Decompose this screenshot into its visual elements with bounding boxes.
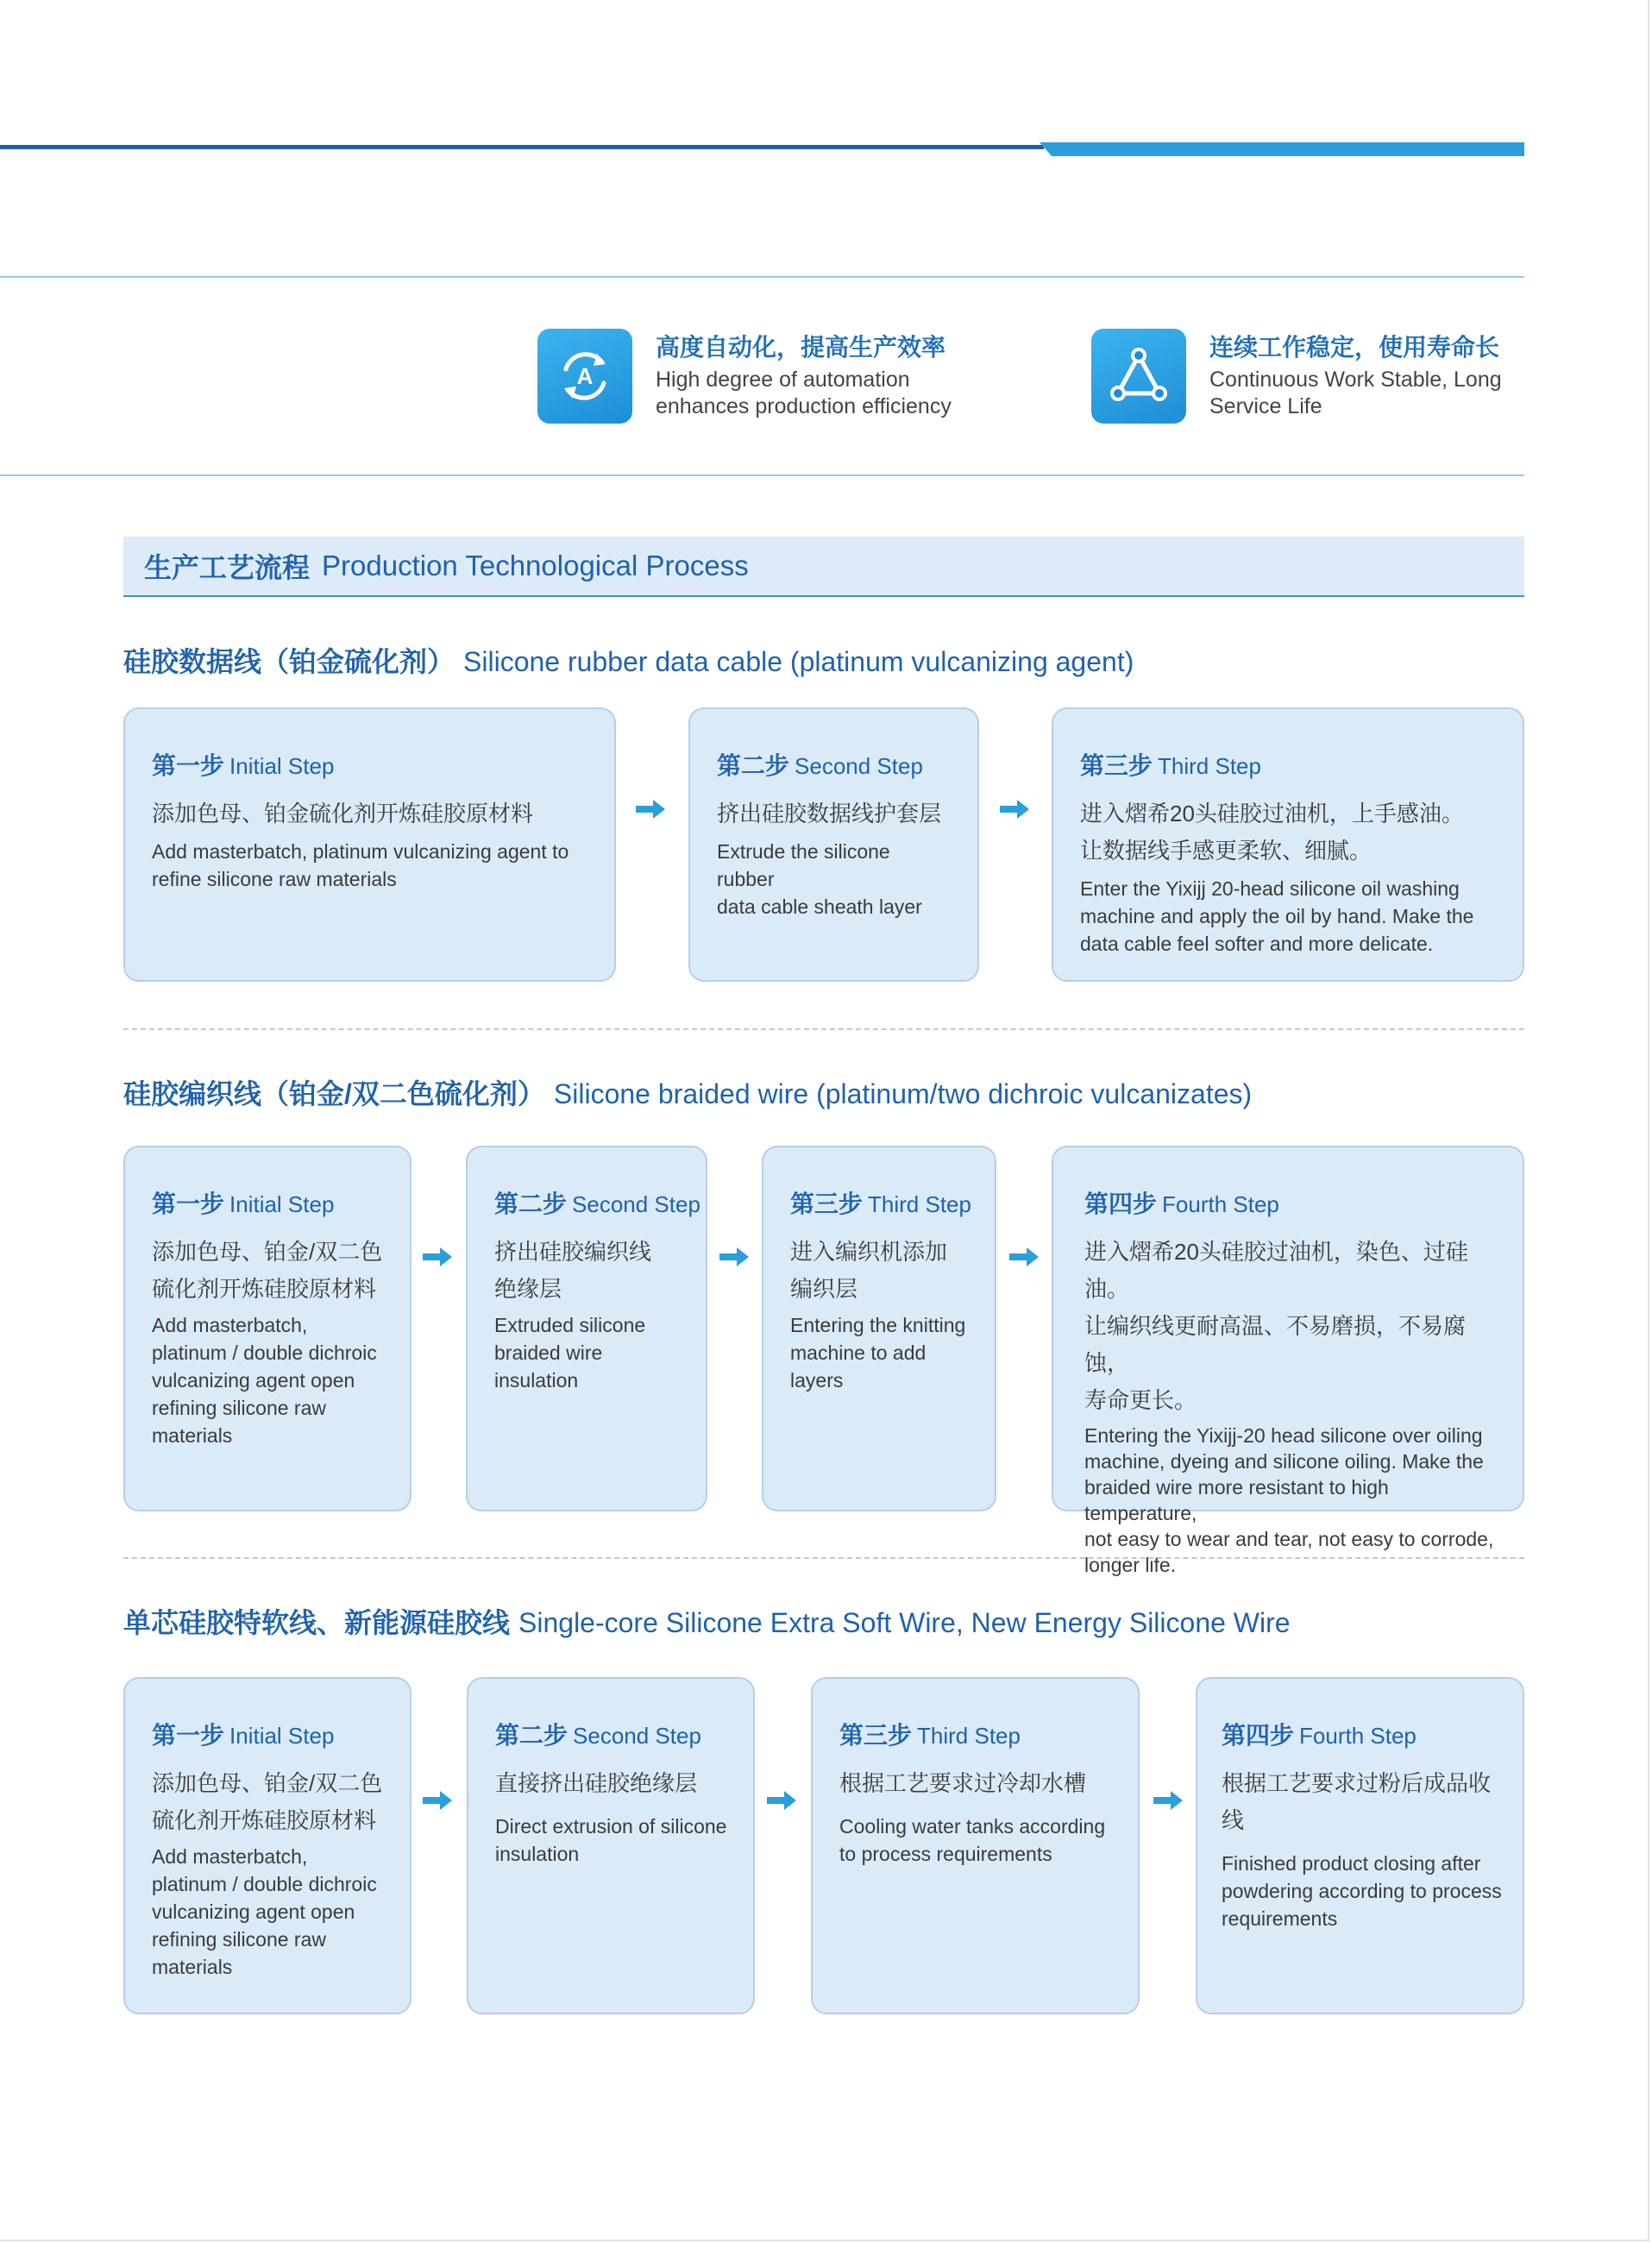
step-text-en: insulation [495,1843,580,1865]
step-text-cn: 硫化剂开炼硅胶原材料 [152,1807,377,1833]
step-text-en: platinum / double dichroic [152,1341,377,1364]
process-step-card [123,707,616,982]
step-text-en: refine silicone raw materials [152,868,397,890]
feature-desc-line: enhances production efficiency [656,394,952,418]
group-title-en: Single-core Silicone Extra Soft Wire, New Energy Silicone Wire [518,1607,1291,1638]
step-label: Initial Step [229,753,335,779]
step-text-cn: 挤出硅胶数据线护套层 [717,801,942,826]
step-label: Third Step [868,1191,971,1217]
arrow-right-icon [1009,1247,1039,1266]
step-text-en: braided wire more resistant to high temperature, [1084,1476,1389,1524]
step-text-en: data cable feel softer and more delicate. [1080,933,1434,955]
process-step-card [1052,707,1524,982]
step-text-en: refining silicone raw [152,1928,326,1951]
process-step-card [466,1146,707,1511]
divider-line [0,276,1524,278]
step-text-en: vulcanizing agent open [152,1901,355,1923]
triangle-nodes-icon [1091,329,1186,424]
step-label: Initial Step [229,1191,335,1217]
step-label: Third Step [917,1723,1021,1749]
group-title-cn: 硅胶编织线（铂金/双二色硫化剂） [123,1078,545,1109]
step-text-en: not easy to wear and tear, not easy to corrode, [1084,1528,1494,1550]
step-label: Second Step [573,1723,701,1749]
step-text-cn: 添加色母、铂金/双二色 [152,1239,383,1265]
step-text-cn: 让数据线手感更柔软、细腻。 [1080,838,1372,864]
feature-stability [1091,328,1502,424]
step-text-cn: 让编织线更耐高温、不易磨损，不易腐蚀， [1084,1313,1467,1376]
feature-desc-line: High degree of automation [656,368,910,392]
section-banner [123,537,1524,597]
step-label: Fourth Step [1162,1191,1279,1217]
step-number: 第三步 [1080,752,1153,779]
arrow-right-icon [1000,800,1029,819]
header-rule-accent [1040,142,1524,156]
step-text-en: Add masterbatch, platinum vulcanizing agent to [152,840,569,863]
step-text-en: longer life. [1084,1554,1177,1576]
automation-cycle-icon [537,329,632,424]
step-text-en: vulcanizing agent open [152,1369,355,1392]
step-text-en: Direct extrusion of silicone [495,1815,727,1838]
step-text-cn: 添加色母、铂金/双二色 [152,1770,383,1796]
step-text-cn: 进入熠希20头硅胶过油机，上手感油。 [1080,801,1464,826]
step-text-cn: 绝缘层 [494,1276,562,1302]
step-label: Second Step [572,1191,700,1217]
step-text-en: refining silicone raw [152,1397,326,1419]
header-rule-dark [0,145,1044,149]
step-text-en: Entering the knitting [790,1314,966,1336]
group-title-en: Silicone braided wire (platinum/two dichroic vulcanizates) [553,1078,1253,1109]
step-text-cn: 挤出硅胶编织线 [494,1239,652,1265]
step-text-en: Extrude the silicone rubber [717,840,890,890]
dashed-divider [123,1557,1524,1559]
feature-desc-line: Continuous Work Stable, Long [1209,368,1502,392]
feature-title: 高度自动化，提高生产效率 [656,334,946,361]
process-step-card [123,1677,411,2014]
step-text-cn: 直接挤出硅胶绝缘层 [495,1770,698,1796]
process-step-card [688,707,979,982]
process-step-card [467,1677,755,2014]
svg-text:A: A [576,363,594,389]
arrow-right-icon [636,800,665,819]
step-label: Third Step [1158,753,1261,779]
process-step-card [762,1146,996,1511]
step-text-en: Entering the Yixijj-20 head silicone over oiling [1084,1424,1483,1447]
arrow-right-icon [767,1791,796,1810]
step-label: Fourth Step [1299,1723,1416,1749]
section-title-cn: 生产工艺流程 [144,552,311,583]
step-text-en: data cable sheath layer [717,895,922,918]
arrow-right-icon [719,1247,749,1266]
step-number: 第三步 [790,1191,864,1217]
group-title [123,1601,1291,1641]
step-text-en: requirements [1222,1907,1338,1930]
step-text-en: platinum / double dichroic [152,1873,377,1895]
step-text-cn: 寿命更长。 [1084,1387,1197,1413]
step-text-en: Enter the Yixijj 20-head silicone oil washing [1080,877,1460,900]
step-number: 第一步 [152,1191,225,1217]
step-text-en: Cooling water tanks according [839,1815,1106,1838]
step-text-en: Finished product closing after [1222,1852,1481,1875]
step-text-en: braided wire insulation [494,1341,603,1392]
step-number: 第二步 [494,1191,568,1217]
step-number: 第四步 [1084,1191,1158,1217]
step-text-en: machine and apply the oil by hand. Make the [1080,905,1474,927]
feature-desc-line: Service Life [1209,394,1322,418]
step-text-en: materials [152,1956,233,1978]
step-text-cn: 进入熠希20头硅胶过油机，染色、过硅油。 [1084,1239,1468,1302]
step-text-en: machine, dyeing and silicone oiling. Make the [1084,1450,1484,1473]
step-text-en: to process requirements [839,1843,1052,1865]
section-title-en: Production Technological Process [322,550,749,581]
step-text-en: powdering according to process [1222,1880,1502,1902]
step-number: 第三步 [839,1722,913,1749]
group-title [123,1072,1252,1112]
group-title-cn: 单芯硅胶特软线、新能源硅胶线 [123,1607,511,1638]
feature-automation [537,328,952,424]
group-title-en: Silicone rubber data cable (platinum vulcanizing agent) [463,646,1134,677]
feature-title: 连续工作稳定，使用寿命长 [1209,334,1500,361]
arrow-right-icon [423,1791,452,1810]
step-text-en: machine to add layers [790,1341,927,1392]
step-number: 第二步 [495,1722,568,1749]
step-text-en: Extruded silicone [494,1314,646,1336]
process-step-card [1052,1146,1524,1576]
step-label: Initial Step [229,1723,335,1749]
step-number: 第一步 [152,752,225,779]
step-text-cn: 编织层 [790,1276,858,1302]
divider-line [0,474,1524,476]
step-text-cn: 根据工艺要求过冷却水槽 [839,1770,1087,1796]
step-text-en: Add masterbatch, [152,1314,308,1336]
group-title [123,640,1134,680]
dashed-divider [123,1028,1524,1030]
arrow-right-icon [1153,1791,1183,1810]
process-step-card [123,1146,411,1511]
step-text-cn: 添加色母、铂金硫化剂开炼硅胶原材料 [152,801,534,826]
step-label: Second Step [795,753,923,779]
group-title-cn: 硅胶数据线（铂金硫化剂） [123,646,455,677]
step-number: 第四步 [1222,1722,1295,1749]
step-text-cn: 进入编织机添加 [790,1239,948,1265]
process-step-card [811,1677,1140,2014]
arrow-right-icon [423,1247,452,1266]
step-text-cn: 根据工艺要求过粉后成品收线 [1222,1770,1492,1833]
process-step-card [1196,1677,1524,2014]
step-text-en: Add masterbatch, [152,1845,308,1868]
step-number: 第二步 [717,752,790,779]
step-text-cn: 硫化剂开炼硅胶原材料 [152,1276,377,1302]
step-number: 第一步 [152,1722,225,1749]
step-text-en: materials [152,1424,233,1447]
